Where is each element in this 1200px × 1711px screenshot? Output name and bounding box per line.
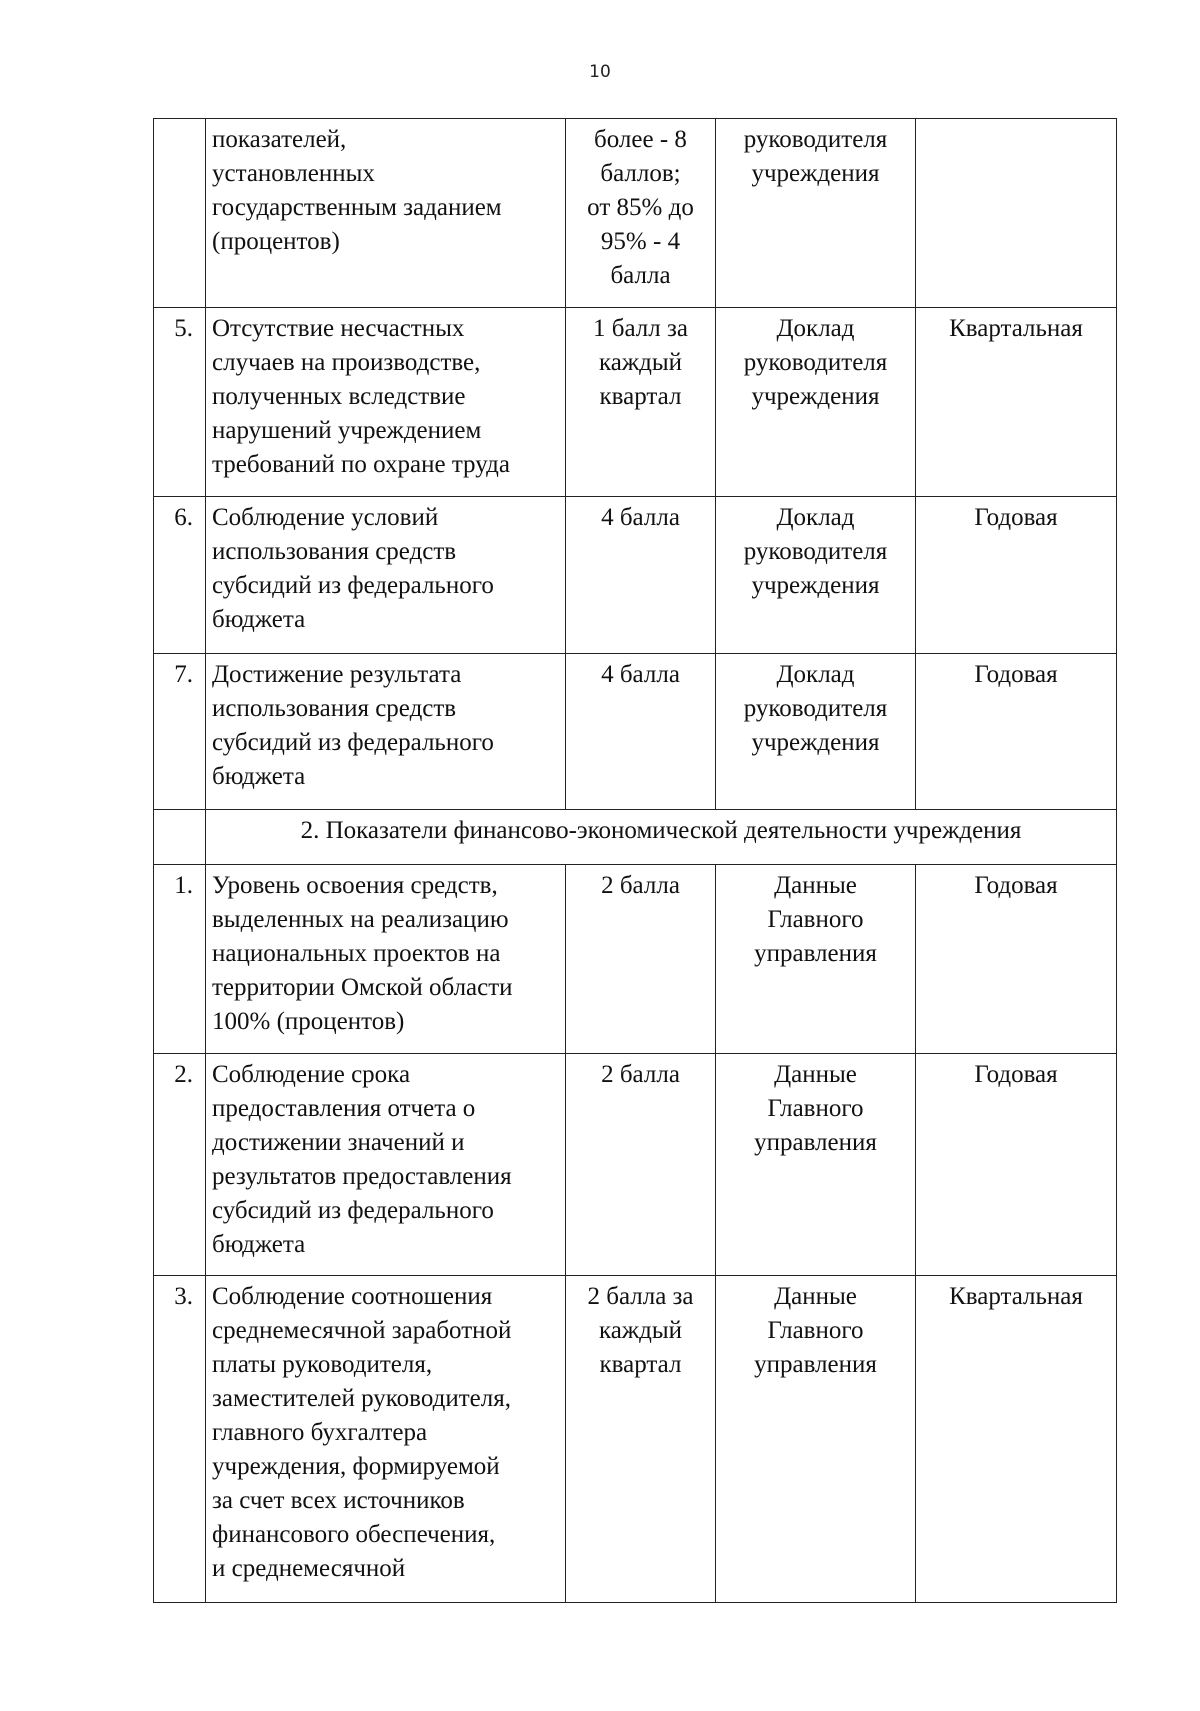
page-number: 10 bbox=[589, 62, 611, 82]
row-number: 1. bbox=[154, 865, 206, 1054]
section-header-row bbox=[154, 810, 1117, 865]
table-row bbox=[154, 1054, 1117, 1276]
points-value: 4 балла bbox=[566, 654, 716, 810]
data-source: Данные Главного управления bbox=[716, 1054, 916, 1276]
points-value: более - 8 баллов; от 85% до 95% - 4 балла bbox=[566, 119, 716, 308]
periodicity: Годовая bbox=[916, 865, 1117, 1054]
periodicity: Квартальная bbox=[916, 308, 1117, 497]
points-value: 4 балла bbox=[566, 497, 716, 654]
data-source: Доклад руководителя учреждения bbox=[716, 654, 916, 810]
points-value: 2 балла bbox=[566, 1054, 716, 1276]
points-value: 2 балла за каждый квартал bbox=[566, 1276, 716, 1603]
row-number: 3. bbox=[154, 1276, 206, 1603]
row-number: 2. bbox=[154, 1054, 206, 1276]
indicator-text: Соблюдение условий использования средств субсидий из федерального бюджета bbox=[206, 497, 566, 654]
table-row bbox=[154, 654, 1117, 810]
periodicity bbox=[916, 119, 1117, 308]
indicator-text: Достижение результата использования средств субсидий из федерального бюджета bbox=[206, 654, 566, 810]
table-row bbox=[154, 865, 1117, 1054]
indicator-text: Соблюдение соотношения среднемесячной заработной платы руководителя, заместителей руководителя, главного бухгалтера учреждения, формируемой за счет всех источников финансового обеспечения, и среднемесячной bbox=[206, 1276, 566, 1603]
data-source: руководителя учреждения bbox=[716, 119, 916, 308]
data-source: Доклад руководителя учреждения bbox=[716, 497, 916, 654]
table-row bbox=[154, 308, 1117, 497]
row-number: 7. bbox=[154, 654, 206, 810]
periodicity: Квартальная bbox=[916, 1276, 1117, 1603]
row-number: 5. bbox=[154, 308, 206, 497]
indicator-text: Уровень освоения средств, выделенных на реализацию национальных проектов на территории Омской области 100% (процентов) bbox=[206, 865, 566, 1054]
periodicity: Годовая bbox=[916, 1054, 1117, 1276]
data-source: Данные Главного управления bbox=[716, 1276, 916, 1603]
periodicity: Годовая bbox=[916, 654, 1117, 810]
indicator-text: Отсутствие несчастных случаев на производстве, полученных вследствие нарушений учреждением требований по охране труда bbox=[206, 308, 566, 497]
indicators-table bbox=[153, 118, 1117, 1603]
points-value: 1 балл за каждый квартал bbox=[566, 308, 716, 497]
table-row bbox=[154, 119, 1117, 308]
data-source: Данные Главного управления bbox=[716, 865, 916, 1054]
indicator-text: Соблюдение срока предоставления отчета о достижении значений и результатов предоставления субсидий из федерального бюджета bbox=[206, 1054, 566, 1276]
table-row bbox=[154, 1276, 1117, 1603]
table-row bbox=[154, 497, 1117, 654]
points-value: 2 балла bbox=[566, 865, 716, 1054]
row-number bbox=[154, 119, 206, 308]
row-number: 6. bbox=[154, 497, 206, 654]
section-title: 2. Показатели финансово-экономической деятельности учреждения bbox=[206, 810, 1117, 865]
periodicity: Годовая bbox=[916, 497, 1117, 654]
data-source: Доклад руководителя учреждения bbox=[716, 308, 916, 497]
section-number-cell bbox=[154, 810, 206, 865]
indicator-text: показателей, установленных государственным заданием (процентов) bbox=[206, 119, 566, 308]
